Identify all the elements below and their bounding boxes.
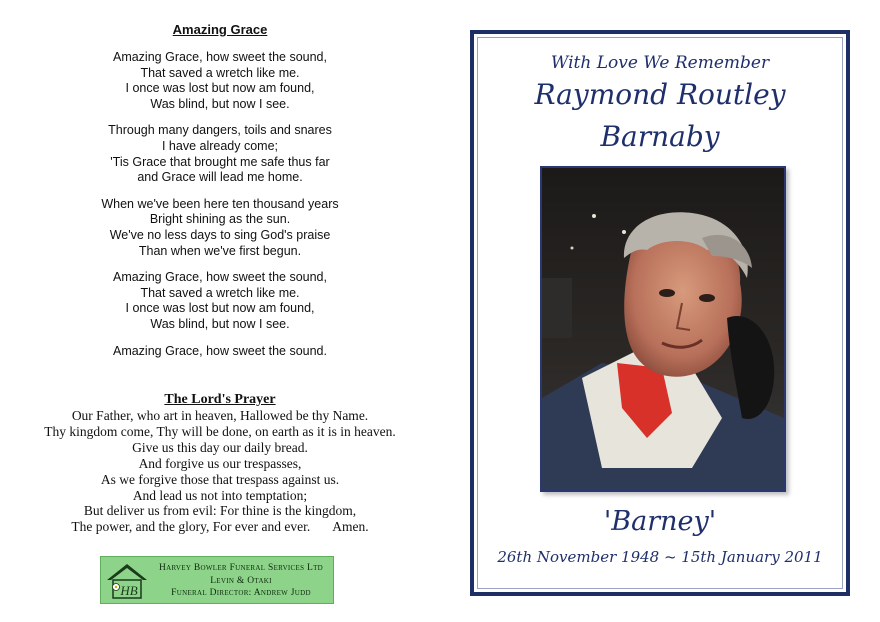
funeral-home-banner — [100, 556, 334, 604]
hymn-title: Amazing Grace — [172, 22, 268, 37]
funeral-director: Funeral Director: Andrew Judd — [171, 588, 311, 598]
funeral-home-locations: Levin & Otaki — [210, 575, 272, 586]
hymn-stanza — [0, 270, 440, 332]
prayer-closing: The power, and the glory, For ever and ever. — [71, 519, 311, 535]
hymn-line: Was blind, but now I see. — [150, 316, 290, 331]
prayer-text — [0, 408, 440, 535]
life-dates: 26th November 1948 ~ 15th January 2011 — [497, 548, 823, 566]
hymn-line: I once was lost but now am found, — [125, 301, 315, 316]
hymn-stanza — [0, 50, 440, 112]
funeral-home-name: Harvey Bowler Funeral Services Ltd — [158, 563, 324, 573]
hymn-line: Amazing Grace, how sweet the sound, — [112, 50, 327, 64]
prayer-line: Give us this day our daily bread. — [132, 439, 308, 455]
hymn-line: 'Tis Grace that brought me safe thus far — [110, 154, 330, 169]
prayer-title: The Lord's Prayer — [164, 392, 276, 407]
hymn-line: That saved a wretch like me. — [140, 65, 300, 80]
hymn-line: We've no less days to sing God's praise — [109, 227, 331, 242]
prayer-line: But deliver us from evil: For thine is the kingdom, — [83, 503, 357, 519]
card-heading: With Love We Remember — [550, 53, 770, 73]
prayer-line: Our Father, who art in heaven, Hallowed be thy Name. — [71, 408, 369, 423]
hymn-line: Than when we've first begun. — [138, 243, 302, 258]
hymn-line: Through many dangers, toils and snares — [108, 123, 332, 138]
prayer-line: And forgive us our trespasses, — [138, 455, 302, 471]
deceased-name-surname: Barnaby — [600, 120, 720, 153]
hymn-line: Bright shining as the sun. — [149, 212, 291, 227]
hymn-line: and Grace will lead me home. — [137, 170, 303, 185]
hymn-line: I once was lost but now am found, — [125, 81, 315, 96]
hymn-stanza — [0, 344, 440, 360]
prayer-last-line — [0, 519, 440, 535]
prayer-line: And lead us not into temptation; — [132, 487, 308, 503]
hymn-stanza — [0, 123, 440, 185]
prayer-line: As we forgive those that trespass against us. — [100, 471, 340, 487]
nickname: 'Barney' — [603, 506, 717, 537]
hymn-line: Was blind, but now I see. — [150, 96, 290, 111]
deceased-name-first-line: Raymond Routley — [534, 78, 786, 111]
memorial-card — [470, 30, 850, 596]
portrait-photo — [540, 166, 786, 492]
hymn-line: Amazing Grace, how sweet the sound. — [112, 343, 327, 358]
funeral-home-logo — [105, 560, 149, 602]
funeral-home-text — [151, 562, 331, 600]
hymn-line: I have already come; — [161, 138, 279, 153]
logo-letters: HB — [120, 583, 138, 598]
prayer-line: Thy kingdom come, Thy will be done, on earth as it is in heaven. — [44, 423, 396, 439]
hymn-stanza — [0, 197, 440, 259]
card-inner-border — [477, 37, 843, 589]
prayer-amen: Amen. — [332, 519, 369, 535]
hymn-line: That saved a wretch like me. — [140, 285, 300, 300]
hymn-line: When we've been here ten thousand years — [101, 196, 339, 211]
hymn-line: Amazing Grace, how sweet the sound, — [112, 270, 327, 285]
hymn-lyrics — [0, 50, 440, 370]
